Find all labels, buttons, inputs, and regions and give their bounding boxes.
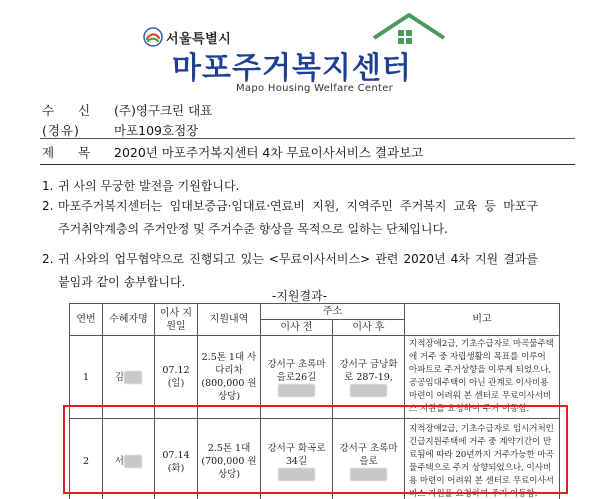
table-header-row bbox=[70, 304, 560, 320]
col-header-date: 이사 지원일 bbox=[155, 304, 198, 336]
body-item-text: 귀 사와의 업무협약으로 진행되고 있는 <무료이사서비스> 관련 2020년 4차 지원 결과를 붙임과 같이 송부합니다. bbox=[58, 252, 538, 289]
cell-remark: 지적장애2급, 기초수급자로 마곡물주택에 거주 중 자립생활의 목표를 이루어 아파트로 주거상향을 이루게 되었으나, 공공임대주택이 아닌 관계로 이사비용 마련이 어려워 본 센터로 무료이사서비스 지원을 요청하여 주거 이동함. bbox=[405, 336, 560, 419]
cell-recipient: 김 bbox=[103, 336, 155, 419]
seoul-city-logo-icon bbox=[143, 27, 163, 47]
recipient-value: (주)영구크린 대표 bbox=[114, 103, 213, 118]
center-name-title: 마포주거복지센터 bbox=[172, 51, 412, 86]
cell-after: 강서구 금낭화로 287-19, bbox=[333, 336, 405, 419]
seoul-city-label: 서울특별시 bbox=[166, 32, 232, 47]
result-section-title: -지원결과- bbox=[272, 289, 328, 303]
memo-subject-line bbox=[42, 143, 423, 161]
body-item-text: 귀 사의 무궁한 발전을 기원합니다. bbox=[58, 179, 240, 193]
highlight-box bbox=[63, 405, 568, 494]
via-value: 마포109호점장 bbox=[114, 123, 199, 138]
subject-value: 2020년 마포주거복지센터 4차 무료이사서비스 결과보고 bbox=[114, 145, 424, 160]
memo-via-line bbox=[42, 121, 198, 139]
subject-divider bbox=[40, 164, 575, 165]
col-header-address: 주소 bbox=[261, 304, 405, 320]
memo-divider bbox=[40, 138, 575, 139]
cell-recipient: 서 bbox=[103, 419, 155, 499]
cell-remark: 지적장애2급, 기초수급자로 임시거처인 긴급지원주택에 거주 중 계약기간이 만료됨에 따라 20년까지 거주가능한 마곡물주택으로 주거 상향되었으나, 이사비용 마련이 어려워 본 센터로 무료이사서비스 지원을 요청하여 주거 이동함. bbox=[405, 419, 560, 499]
body-item-2 bbox=[42, 195, 538, 241]
cell-before: 강서구 초록마을로26길 bbox=[261, 336, 333, 419]
recipient-label: 수 신 bbox=[42, 103, 101, 118]
body-item-number: 1. bbox=[42, 179, 54, 193]
redacted-address bbox=[350, 384, 386, 397]
col-header-before: 이사 전 bbox=[261, 320, 333, 336]
memo-recipient-line bbox=[42, 101, 212, 119]
subject-label: 제 목 bbox=[42, 145, 101, 160]
cell-date: 07.14 (화) bbox=[155, 419, 198, 499]
col-header-support: 지원내역 bbox=[198, 304, 261, 336]
col-header-remark: 비고 bbox=[405, 304, 560, 336]
cell-no: 1 bbox=[70, 336, 103, 419]
cell-no: 2 bbox=[70, 419, 103, 499]
col-header-no: 연번 bbox=[70, 304, 103, 336]
redacted-name bbox=[124, 371, 142, 384]
body-item-text: 마포주거복지센터는 임대보증금·임대료·연료비 지원, 지역주민 주거복지 교육 등 마포구 주거취약계층의 주거안정 및 주거수준 향상을 목적으로 일하는 단체입니다. bbox=[58, 199, 538, 236]
col-header-recipient: 수혜자명 bbox=[103, 304, 155, 336]
cell-support: 2.5톤 1대 (700,000 원 상당) bbox=[198, 419, 261, 499]
center-name-english: Mapo Housing Welfare Center bbox=[236, 83, 394, 94]
col-header-after: 이사 후 bbox=[333, 320, 405, 336]
cell-after: 강서구 초록마을로 bbox=[333, 419, 405, 499]
house-logo-icon bbox=[370, 12, 448, 64]
body-item-number: 2. bbox=[42, 252, 54, 266]
body-item-number: 2. bbox=[42, 199, 54, 213]
cell-support: 2.5톤 1대 사다리차 (800,000 원 상당) bbox=[198, 336, 261, 419]
cell-date: 07.12 (일) bbox=[155, 336, 198, 419]
via-label: (경유) bbox=[42, 123, 80, 138]
cell-before: 강서구 화곡로34길 bbox=[261, 419, 333, 499]
redacted-address bbox=[278, 384, 314, 397]
